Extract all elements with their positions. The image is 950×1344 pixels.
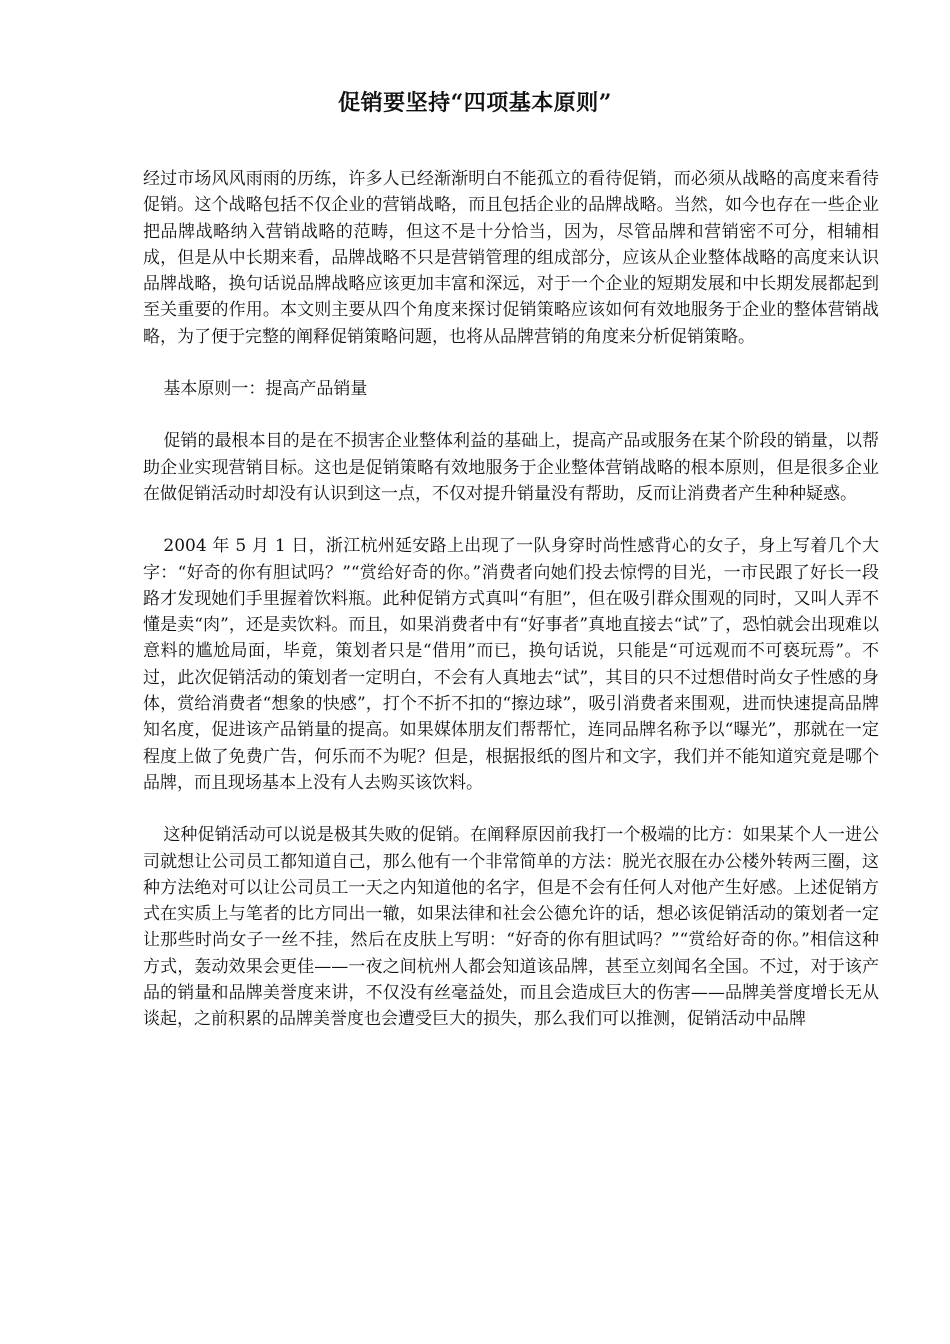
body-paragraph: 促销的最根本目的是在不损害企业整体利益的基础上，提高产品或服务在某个阶段的销量，以帮助企业实现营销目标。这也是促销策略有效地服务于企业整体营销战略的根本原则，但是很多企业在做促销活动时却没有认识到这一点，不仅对提升销量没有帮助，反而让消费者产生种种疑惑。 (143, 431, 879, 504)
body-paragraph: 2004 年 5 月 1 日，浙江杭州延安路上出现了一队身穿时尚性感背心的女子，身上写着几个大字：“好奇的你有胆试吗？”“赏给好奇的你。”消费者向她们投去惊愕的目光，一市民跟了好长一段路才发现她们手里握着饮料瓶。此种促销方式真叫“有胆”，但在吸引群众围观的同时，又叫人弄不懂是卖“肉”，还是卖饮料。而且，如果消费者中有“好事者”真地直接去“试”了，恐怕就会出现难以意料的尴尬局面，毕竟，策划者只是“借用”而已，换句话说，只能是“可远观而不可亵玩焉”。不过，此次促销活动的策划者一定明白，不会有人真地去“试”，其目的只不过想借时尚女子性感的身体，赏给消费者“想象的快感”，打个不折不扣的“擦边球”，吸引消费者来围观，进而快速提高品牌知名度，促进该产品销量的提高。如果媒体朋友们帮帮忙，连同品牌名称予以“曝光”，那就在一定程度上做了免费广告，何乐而不为呢？但是，根据报纸的图片和文字，我们并不能知道究竟是哪个品牌，而且现场基本上没有人去购买该饮料。 (143, 536, 879, 793)
document-title: 促销要坚持“四项基本原则” (338, 90, 612, 116)
intro-paragraph: 经过市场风风雨雨的历练，许多人已经渐渐明白不能孤立的看待促销，而必须从战略的高度来看待促销。这个战略包括不仅企业的营销战略，而且包括企业的品牌战略。当然，如今也存在一些企业把品牌战略纳入营销战略的范畴，但这不是十分恰当，因为，尽管品牌和营销密不可分，相辅相成，但是从中长期来看，品牌战略不只是营销管理的组成部分，应该从企业整体战略的高度来认识品牌战略，换句话说品牌战略应该更加丰富和深远，对于一个企业的短期发展和中长期发展都起到至关重要的作用。本文则主要从四个角度来探讨促销策略应该如何有效地服务于企业的整体营销战略，为了便于完整的阐释促销策略问题，也将从品牌营销的角度来分析促销策略。 (143, 169, 879, 347)
section-heading-principle-one: 基本原则一：提高产品销量 (163, 379, 368, 400)
body-paragraph: 这种促销活动可以说是极其失败的促销。在阐释原因前我打一个极端的比方：如果某个人一进公司就想让公司员工都知道自己，那么他有一个非常简单的方法：脱光衣服在办公楼外转两三圈，这种方法绝对可以让公司员工一天之内知道他的名字，但是不会有任何人对他产生好感。上述促销方式在实质上与笔者的比方同出一辙，如果法律和社会公德允许的话，想必该促销活动的策划者一定让那些时尚女子一丝不挂，然后在皮肤上写明：“好奇的你有胆试吗？”“赏给好奇的你。”相信这种方式，轰动效果会更佳——一夜之间杭州人都会知道该品牌，甚至立刻闻名全国。不过，对于该产品的销量和品牌美誉度来讲，不仅没有丝毫益处，而且会造成巨大的伤害——品牌美誉度增长无从谈起，之前积累的品牌美誉度也会遭受巨大的损失，那么我们可以推测，促销活动中品牌 (143, 825, 879, 1030)
document-body (143, 166, 879, 1059)
